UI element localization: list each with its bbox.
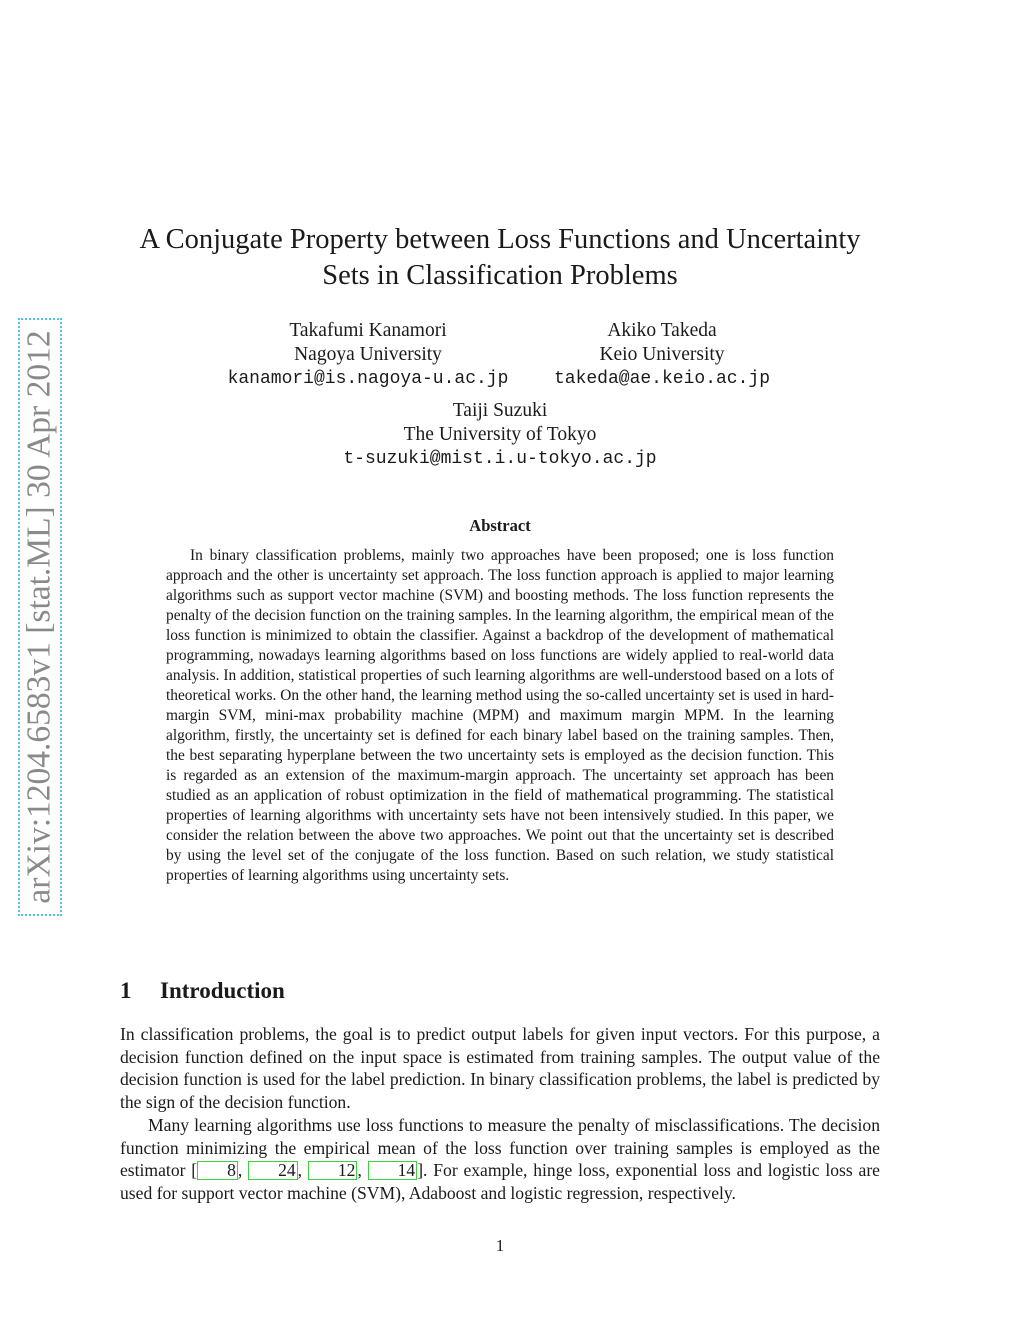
author-email[interactable]: t-suzuki@mist.i.u-tokyo.ac.jp bbox=[343, 449, 657, 469]
page-number: 1 bbox=[495, 1236, 505, 1255]
paper-title-line-2: Sets in Classification Problems bbox=[322, 260, 678, 291]
citation-link[interactable]: 14 bbox=[368, 1161, 418, 1180]
paper-title-line-1: A Conjugate Property between Loss Functions and Uncertainty bbox=[139, 224, 861, 255]
intro-paragraph-1: In classification problems, the goal is to predict output labels for given input vectors. For this purpose, a decision function defined on the input space is estimated from training samples. The output value of the decision function is used for the label prediction. In binary classification problems, the label is predicted by the sign of the decision function. bbox=[120, 1024, 880, 1113]
section-heading bbox=[120, 978, 285, 1004]
author-name: Akiko Takeda bbox=[607, 320, 717, 341]
section-number: 1 bbox=[120, 978, 132, 1003]
abstract-body: In binary classification problems, mainly two approaches have been proposed; one is loss function approach and the other is uncertainty set approach. The loss function approach is applied to major learning algorithms such as support vector machine (SVM) and boosting methods. The loss function represents the penalty of the decision function on the training samples. In the learning algorithm, the empirical mean of the loss function is minimized to obtain the classifier. Against a backdrop of the development of mathematical programming, nowadays learning algorithms based on loss functions are widely applied to real-world data analysis. In addition, statistical properties of such learning algorithms are well-understood based on a lots of theoretical works. On the other hand, the learning method using the so-called uncertainty set is used in hard-margin SVM, mini-max probability machine (MPM) and maximum margin MPM. In the learning algorithm, firstly, the uncertainty set is defined for each binary label based on the training samples. Then, the best separating hyperplane between the two uncertainty sets is employed as the decision function. This is regarded as an extension of the maximum-margin approach. The uncertainty set approach has been studied as an application of robust optimization in the field of mathematical programming. The statistical properties of learning algorithms with uncertainty sets have not been intensively studied. In this paper, we consider the relation between the above two approaches. We point out that the uncertainty set is described by using the level set of the conjugate of the loss function. Based on such relation, we study statistical properties of learning algorithms using uncertainty sets. bbox=[166, 547, 835, 884]
arxiv-identifier-text: arXiv:1204.6583v1 [stat.ML] 30 Apr 2012 bbox=[21, 330, 59, 904]
citation-link[interactable]: 24 bbox=[248, 1161, 298, 1180]
author-block bbox=[320, 399, 680, 471]
section-title: Introduction bbox=[160, 978, 285, 1003]
paper-title bbox=[100, 222, 900, 294]
author-name: Taiji Suzuki bbox=[452, 400, 548, 421]
author-affiliation: Keio University bbox=[599, 344, 725, 365]
author-block bbox=[512, 319, 812, 391]
author-affiliation: Nagoya University bbox=[294, 344, 442, 365]
arxiv-identifier-stamp[interactable] bbox=[18, 318, 62, 916]
citation-link[interactable]: 12 bbox=[308, 1161, 358, 1180]
author-email[interactable]: takeda@ae.keio.ac.jp bbox=[553, 369, 771, 389]
author-block bbox=[218, 319, 518, 391]
author-name: Takafumi Kanamori bbox=[289, 320, 447, 341]
paragraph-text: ]. For example, hinge loss, exponential loss and logistic loss are used for support vector machine (SVM), Adaboost and logistic regression, respectively. bbox=[120, 1160, 880, 1204]
intro-paragraph-2: Many learning algorithms use loss functions to measure the penalty of misclassifications. The decision function minimizing the empirical mean of the loss function over training samples is employed as the estimator [ 8 , 24 , 12 , 14 ]. For example, hinge loss, exponential loss and logistic loss are used for support vector machine (SVM), Adaboost and logistic regression, respectively. bbox=[120, 1115, 880, 1204]
abstract-heading: Abstract bbox=[469, 516, 531, 535]
author-email[interactable]: kanamori@is.nagoya-u.ac.jp bbox=[227, 369, 509, 389]
author-affiliation: The University of Tokyo bbox=[403, 424, 597, 445]
paragraph-text: Many learning algorithms use loss functions to measure the penalty of misclassifications. The decision function minimizing the empirical mean of the loss function over training samples is employed as the estimator [ bbox=[120, 1115, 880, 1181]
citation-link[interactable]: 8 bbox=[197, 1161, 238, 1180]
